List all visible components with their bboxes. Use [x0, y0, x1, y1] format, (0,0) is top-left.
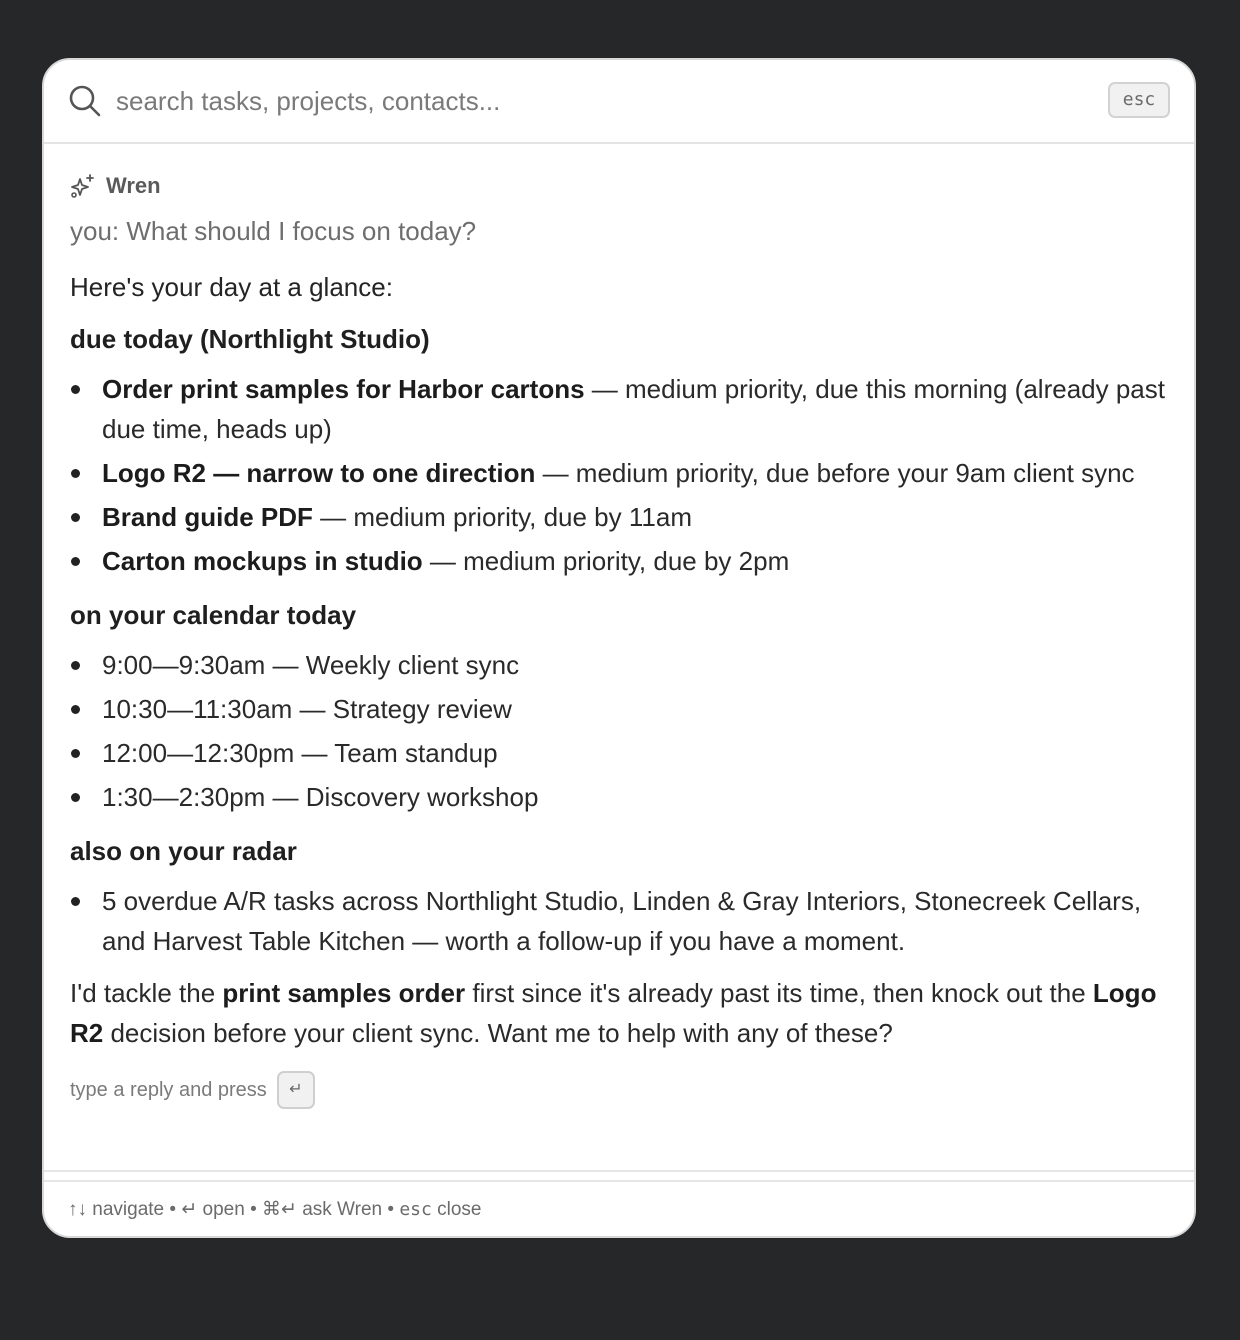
section-heading-due-today: due today (Northlight Studio)	[70, 324, 430, 354]
event-detail: 1:30—2:30pm — Discovery workshop	[102, 782, 539, 812]
keyboard-hints-footer	[68, 1196, 481, 1224]
closing-text: decision before your client sync. Want me to help with any of these?	[103, 1018, 893, 1048]
list-item	[70, 369, 1180, 449]
close-key: esc	[399, 1199, 432, 1220]
closing-bold: Logo R2	[70, 978, 1157, 1048]
assistant-name: Wren	[106, 173, 161, 198]
event-detail: 9:00—9:30am — Weekly client sync	[102, 650, 520, 680]
task-detail: — medium priority, due by 11am	[312, 502, 692, 532]
task-title: Brand guide PDF	[102, 502, 313, 532]
user-message: you: What should I focus on today?	[70, 216, 477, 246]
divider	[44, 1170, 1194, 1172]
closing-text: I'd tackle the	[70, 978, 223, 1008]
divider	[44, 1180, 1194, 1182]
response-closing	[70, 973, 1180, 1053]
event-detail: 12:00—12:30pm — Team standup	[102, 738, 498, 768]
task-detail: — medium priority, due this morning (already past due time, heads up)	[102, 374, 1165, 444]
calendar-list	[70, 645, 1180, 817]
radar-detail: 5 overdue A/R tasks across Northlight Studio, Linden & Gray Interiors, Stonecreek Cellars, and Harvest Table Kitchen — worth a follow-up if you have a moment.	[102, 886, 1142, 956]
search-icon	[68, 84, 102, 118]
list-item	[70, 777, 1180, 817]
search-input[interactable]	[116, 80, 1016, 122]
ask-hint: ask Wren •	[296, 1199, 400, 1220]
task-title: Order print samples for Harbor cartons	[102, 374, 585, 404]
reply-hint-text: type a reply and press	[70, 1078, 267, 1101]
list-item	[70, 541, 1180, 581]
task-detail: — medium priority, due before your 9am client sync	[535, 458, 1135, 488]
section-heading-radar: also on your radar	[70, 836, 297, 866]
list-item	[70, 881, 1180, 961]
sparkle-icon	[70, 173, 96, 199]
list-item	[70, 645, 1180, 685]
radar-list	[70, 881, 1180, 961]
list-item	[70, 689, 1180, 729]
navigate-hint: navigate •	[87, 1199, 182, 1220]
due-today-list	[70, 369, 1180, 581]
closing-bold: print samples order	[222, 978, 466, 1008]
list-item	[70, 733, 1180, 773]
open-hint: open •	[197, 1199, 263, 1220]
list-item	[70, 497, 1180, 537]
task-detail: — medium priority, due by 2pm	[422, 546, 790, 576]
search-bar	[44, 60, 1194, 144]
reply-hint	[70, 1071, 1180, 1109]
closing-text: first since it's already past its time, then knock out the	[465, 978, 1093, 1008]
task-title: Carton mockups in studio	[102, 546, 423, 576]
event-detail: 10:30—11:30am — Strategy review	[102, 694, 512, 724]
esc-close-button[interactable]: esc	[1108, 82, 1170, 118]
section-heading-calendar: on your calendar today	[70, 600, 357, 630]
assistant-header	[70, 170, 1180, 202]
navigate-key-icon: ↑↓	[68, 1199, 87, 1220]
open-key-icon: ↵	[181, 1199, 198, 1220]
assistant-panel	[70, 170, 1180, 1109]
enter-key-button[interactable]: ↵	[277, 1071, 315, 1109]
close-hint: close	[431, 1199, 482, 1220]
ask-key-icon: ⌘↵	[262, 1199, 297, 1220]
task-title: Logo R2 — narrow to one direction	[102, 458, 536, 488]
response-intro: Here's your day at a glance:	[70, 272, 393, 302]
list-item	[70, 453, 1180, 493]
command-palette	[42, 58, 1196, 1238]
